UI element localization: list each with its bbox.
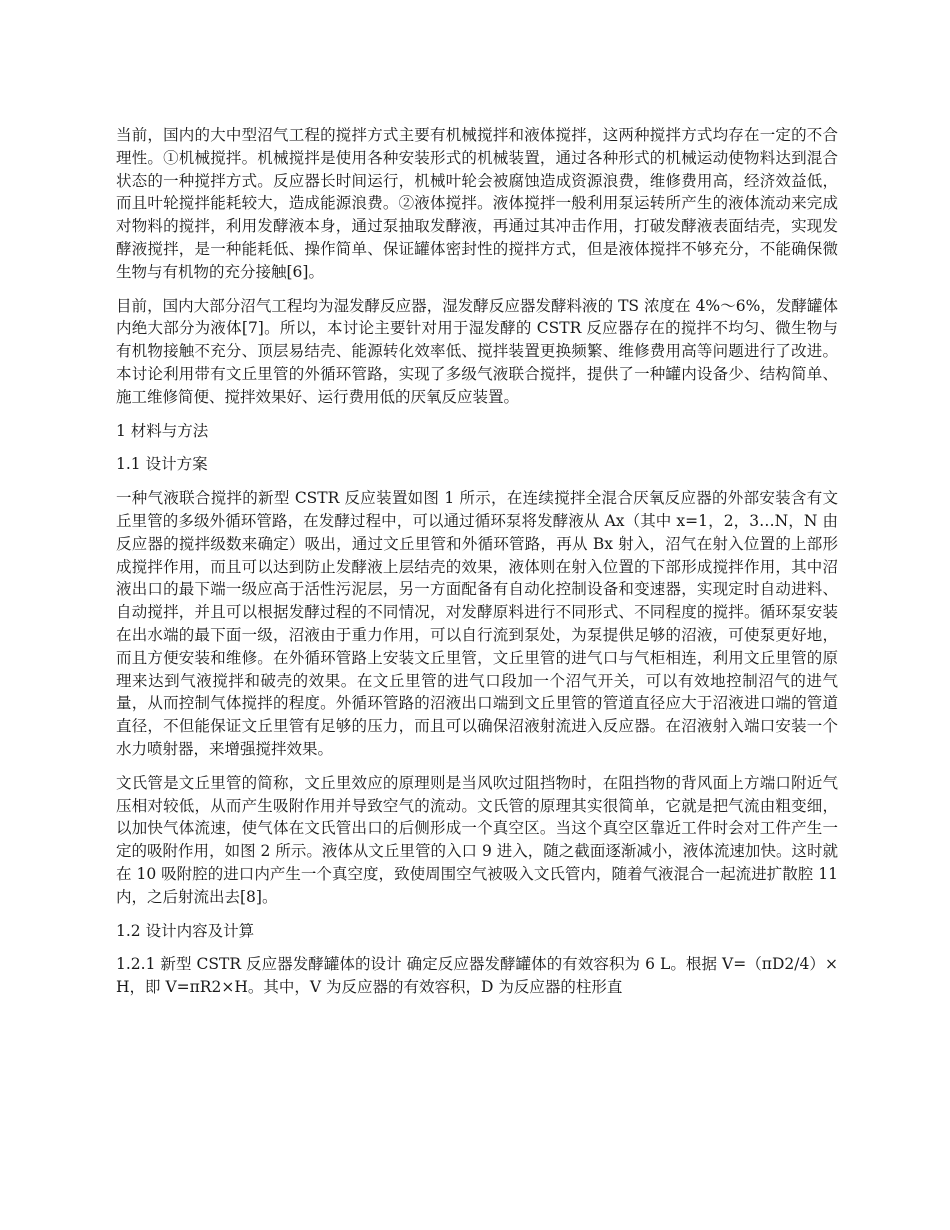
section-heading-materials-methods: 1 材料与方法 — [116, 421, 209, 440]
paragraph-reactor-design: 1.2.1 新型 CSTR 反应器发酵罐体的设计 确定反应器发酵罐体的有效容积为 6 L。根据 V=（πD2/4）×H，即 V=πR2×H。其中，V 为反应器的有效容积，D 为反应器的柱形直 — [116, 955, 838, 997]
subsection-heading-design-scheme: 1.1 设计方案 — [116, 455, 208, 474]
paragraph-research-purpose: 目前，国内大部分沼气工程均为湿发酵反应器，湿发酵反应器发酵料液的 TS 浓度在 4%～6%，发酵罐体内绝大部分为液体[7]。所以，本讨论主要针对用于湿发酵的 CSTR 反应器存在的搅拌不均匀、微生物与有机物接触不充分、顶层易结壳、能源转化效率低、搅拌装置更换频繁、维修费用高等问题进行了改进。本讨论利用带有文丘里管的外循环管路，实现了多级气液联合搅拌，提供了一种罐内设备少、结构简单、施工维修简便、搅拌效果好、运行费用低的厌氧反应装置。 — [116, 296, 838, 406]
subsection-heading-design-calculation: 1.2 设计内容及计算 — [116, 921, 255, 940]
document-body — [116, 124, 838, 1010]
paragraph-venturi-principle: 文氏管是文丘里管的简称，文丘里效应的原理则是当风吹过阻挡物时，在阻挡物的背风面上方端口附近气压相对较低，从而产生吸附作用并导致空气的流动。文氏管的原理其实很简单，它就是把气流由粗变细，以加快气体流速，使气体在文氏管出口的后侧形成一个真空区。当这个真空区靠近工件时会对工件产生一定的吸附作用，如图 2 所示。液体从文丘里管的入口 9 进入，随之截面逐渐减小，液体流速加快。这时就在 10 吸附腔的进口内产生一个真空度，致使周围空气被吸入文氏管内，随着气液混合一起流进扩散腔 11 内，之后射流出去[8]。 — [116, 773, 838, 906]
paragraph-stirring-methods: 当前，国内的大中型沼气工程的搅拌方式主要有机械搅拌和液体搅拌，这两种搅拌方式均存在一定的不合理性。①机械搅拌。机械搅拌是使用各种安装形式的机械装置，通过各种形式的机械运动使物料达到混合状态的一种搅拌方式。反应器长时间运行，机械叶轮会被腐蚀造成资源浪费，维修费用高，经济效益低，而且叶轮搅拌能耗较大，造成能源浪费。②液体搅拌。液体搅拌一般利用泵运转所产生的液体流动来完成对物料的搅拌，利用发酵液本身，通过泵抽取发酵液，再通过其冲击作用，打破发酵液表面结壳，实现发酵液搅拌，是一种能耗低、操作简单、保证罐体密封性的搅拌方式，但是液体搅拌不够充分，不能确保微生物与有机物的充分接触[6]。 — [116, 126, 838, 281]
paragraph-design-description: 一种气液联合搅拌的新型 CSTR 反应装置如图 1 所示，在连续搅拌全混合厌氧反应器的外部安装含有文丘里管的多级外循环管路，在发酵过程中，可以通过循环泵将发酵液从 Ax（其中 x=1，2，3…N，N 由反应器的搅拌级数来确定）吸出，通过文丘里管和外循环管路，再从 Bx 射入，沼气在射入位置的上部形成搅拌作用，而且可以达到防止发酵液上层结壳的效果，液体则在射入位置的下部形成搅拌作用，其中沼液出口的最下端一级应高于活性污泥层，另一方面配备有自动化控制设备和变速器，实现定时自动进料、自动搅拌，并且可以根据发酵过程的不同情况，对发酵原料进行不同形式、不同程度的搅拌。循环泵安装在出水端的最下面一级，沼液由于重力作用，可以自行流到泵处，为泵提供足够的沼液，可使泵更好地，而且方便安装和维修。在外循环管路上安装文丘里管，文丘里管的进气口与气柜相连，利用文丘里管的原理来达到气液搅拌和破壳的效果。在文丘里管的进气口段加一个沼气开关，可以有效地控制沼气的进气量，从而控制气体搅拌的程度。外循环管路的沼液出口端到文丘里管的管道直径应大于沼液进口端的管道直径，不但能保证文丘里管有足够的压力，而且可以确保沼液射流进入反应器。在沼液射入端口安装一个水力喷射器，来增强搅拌效果。 — [116, 489, 838, 758]
